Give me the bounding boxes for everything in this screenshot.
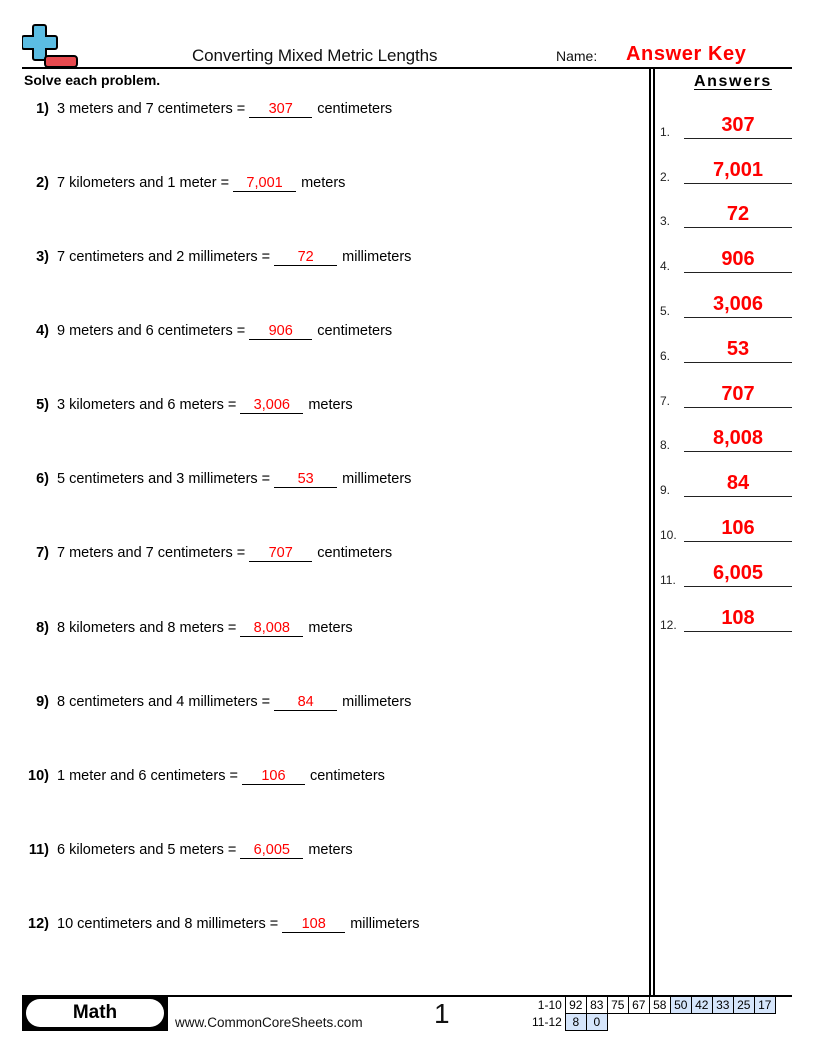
answer-key-item (660, 383, 792, 408)
answer-key-label: 10. (660, 528, 677, 542)
name-label: Name: (556, 48, 598, 64)
answer-key-label: 5. (660, 304, 671, 318)
problem-number: 6) (36, 471, 49, 487)
answer-blank[interactable]: 72 (274, 249, 337, 266)
answer-key-value[interactable]: 84 (726, 472, 750, 494)
score-cell: 75 (607, 997, 628, 1014)
answer-key-value[interactable]: 307 (721, 114, 755, 136)
answer-key-label: 2. (660, 170, 671, 184)
problem-unit: millimeters (350, 916, 420, 932)
problem-number: 7) (36, 545, 49, 561)
answer-key-label: 7. (660, 394, 671, 408)
answer-key-label: 6. (660, 349, 671, 363)
answer-key-label: 11. (660, 573, 676, 587)
problem-question: 8 centimeters and 4 millimeters = (57, 694, 271, 710)
problem-unit: centimeters (317, 101, 393, 117)
answer-key-item (660, 427, 792, 452)
score-row-label: 11-12 (532, 1015, 562, 1029)
answer-blank[interactable]: 707 (249, 545, 312, 562)
header-divider (22, 67, 792, 69)
plus-minus-logo-icon (22, 24, 80, 68)
answer-key-value[interactable]: 6,005 (712, 562, 764, 584)
problem-question: 9 meters and 6 centimeters = (57, 323, 246, 339)
score-row (530, 997, 775, 1014)
problem-number: 5) (36, 397, 49, 413)
answer-blank[interactable]: 84 (274, 694, 337, 711)
answer-blank[interactable]: 307 (249, 101, 312, 118)
answer-key-item (660, 159, 792, 184)
score-cell: 17 (754, 997, 775, 1014)
answer-key-item (660, 338, 792, 363)
answer-key-label: 9. (660, 483, 671, 497)
column-divider (653, 68, 655, 996)
score-cell: 8 (565, 1014, 586, 1031)
problem-number: 11) (28, 842, 49, 858)
answer-key-value[interactable]: 707 (721, 383, 755, 405)
problem-question: 7 centimeters and 2 millimeters = (57, 249, 271, 265)
problem-number: 1) (36, 101, 49, 117)
problem-unit: centimeters (309, 768, 385, 784)
answer-key-item (660, 293, 792, 318)
worksheet-title: Converting Mixed Metric Lengths (192, 46, 438, 65)
problem-number: 2) (36, 175, 49, 191)
problem-number: 12) (28, 916, 49, 932)
answer-key-value[interactable]: 906 (721, 248, 755, 270)
problem-item (24, 101, 392, 118)
score-cell: 42 (691, 997, 712, 1014)
score-cell: 33 (712, 997, 733, 1014)
problem-item (24, 620, 353, 637)
problem-item (24, 471, 411, 488)
answer-key-value[interactable]: 7,001 (712, 159, 764, 181)
score-cell: 92 (565, 997, 586, 1014)
answer-key-value[interactable]: 53 (726, 338, 750, 360)
problem-question: 7 kilometers and 1 meter = (57, 175, 230, 191)
problem-unit: millimeters (342, 694, 412, 710)
website-link[interactable]: www.CommonCoreSheets.com (175, 1015, 363, 1030)
answer-key-value[interactable]: 108 (721, 607, 755, 629)
score-cell: 58 (649, 997, 670, 1014)
name-value: Answer Key (626, 43, 747, 65)
problem-number: 10) (28, 768, 49, 784)
problem-item (24, 916, 420, 933)
subject-label: Math (26, 999, 164, 1027)
problem-number: 9) (36, 694, 49, 710)
answer-key-item (660, 562, 792, 587)
answer-key-value[interactable]: 106 (721, 517, 755, 539)
problem-unit: meters (301, 175, 346, 191)
instructions: Solve each problem. (24, 72, 161, 88)
answers-heading: Answers (694, 73, 772, 90)
score-cell: 25 (733, 997, 754, 1014)
problem-item (24, 397, 353, 414)
problem-item (24, 545, 392, 562)
problem-item (24, 842, 353, 859)
page-number: 1 (434, 998, 450, 1029)
subject-badge (22, 996, 168, 1031)
problem-unit: meters (308, 620, 353, 636)
problem-item (24, 175, 345, 192)
column-divider (649, 68, 651, 996)
problem-unit: millimeters (342, 249, 412, 265)
score-cell: 67 (628, 997, 649, 1014)
score-table (530, 996, 776, 1031)
problem-number: 4) (36, 323, 49, 339)
problem-item (24, 323, 392, 340)
score-cell: 50 (670, 997, 691, 1014)
answer-blank[interactable]: 106 (242, 768, 305, 785)
problem-unit: millimeters (342, 471, 412, 487)
answer-blank[interactable]: 8,008 (240, 620, 303, 637)
answer-blank[interactable]: 3,006 (240, 397, 303, 414)
problem-unit: centimeters (317, 323, 393, 339)
answer-key-label: 3. (660, 214, 671, 228)
score-cell: 0 (586, 1014, 607, 1031)
problem-question: 5 centimeters and 3 millimeters = (57, 471, 271, 487)
answer-key-item (660, 114, 792, 139)
problem-question: 7 meters and 7 centimeters = (57, 545, 246, 561)
answer-key-item (660, 203, 792, 228)
problem-unit: meters (308, 397, 353, 413)
answer-blank[interactable]: 53 (274, 471, 337, 488)
answer-key-item (660, 472, 792, 497)
answer-blank[interactable]: 108 (282, 916, 345, 933)
problem-question: 1 meter and 6 centimeters = (57, 768, 238, 784)
answer-key-value[interactable]: 8,008 (712, 427, 764, 449)
score-row-label: 1-10 (537, 998, 562, 1012)
problem-question: 8 kilometers and 8 meters = (57, 620, 237, 636)
problem-number: 3) (36, 249, 49, 265)
problem-item (24, 249, 411, 266)
answer-key-item (660, 607, 792, 632)
answer-key-item (660, 517, 792, 542)
answer-key-label: 8. (660, 438, 671, 452)
score-row (530, 1014, 775, 1031)
answer-key-label: 4. (660, 259, 671, 273)
problem-number: 8) (36, 620, 49, 636)
answer-key-label: 1. (660, 125, 671, 139)
answer-blank[interactable]: 7,001 (233, 175, 296, 192)
problem-item (24, 768, 385, 785)
problem-question: 3 kilometers and 6 meters = (57, 397, 237, 413)
answer-blank[interactable]: 906 (249, 323, 312, 340)
problem-question: 3 meters and 7 centimeters = (57, 101, 246, 117)
score-cell: 83 (586, 997, 607, 1014)
problem-item (24, 694, 411, 711)
answer-blank[interactable]: 6,005 (240, 842, 303, 859)
answer-key-item (660, 248, 792, 273)
answer-key-value[interactable]: 3,006 (712, 293, 764, 315)
problem-question: 10 centimeters and 8 millimeters = (57, 916, 279, 932)
answer-key-label: 12. (660, 618, 677, 632)
problem-unit: meters (308, 842, 353, 858)
problem-unit: centimeters (317, 545, 393, 561)
problem-question: 6 kilometers and 5 meters = (57, 842, 237, 858)
answer-key-value[interactable]: 72 (726, 203, 750, 225)
